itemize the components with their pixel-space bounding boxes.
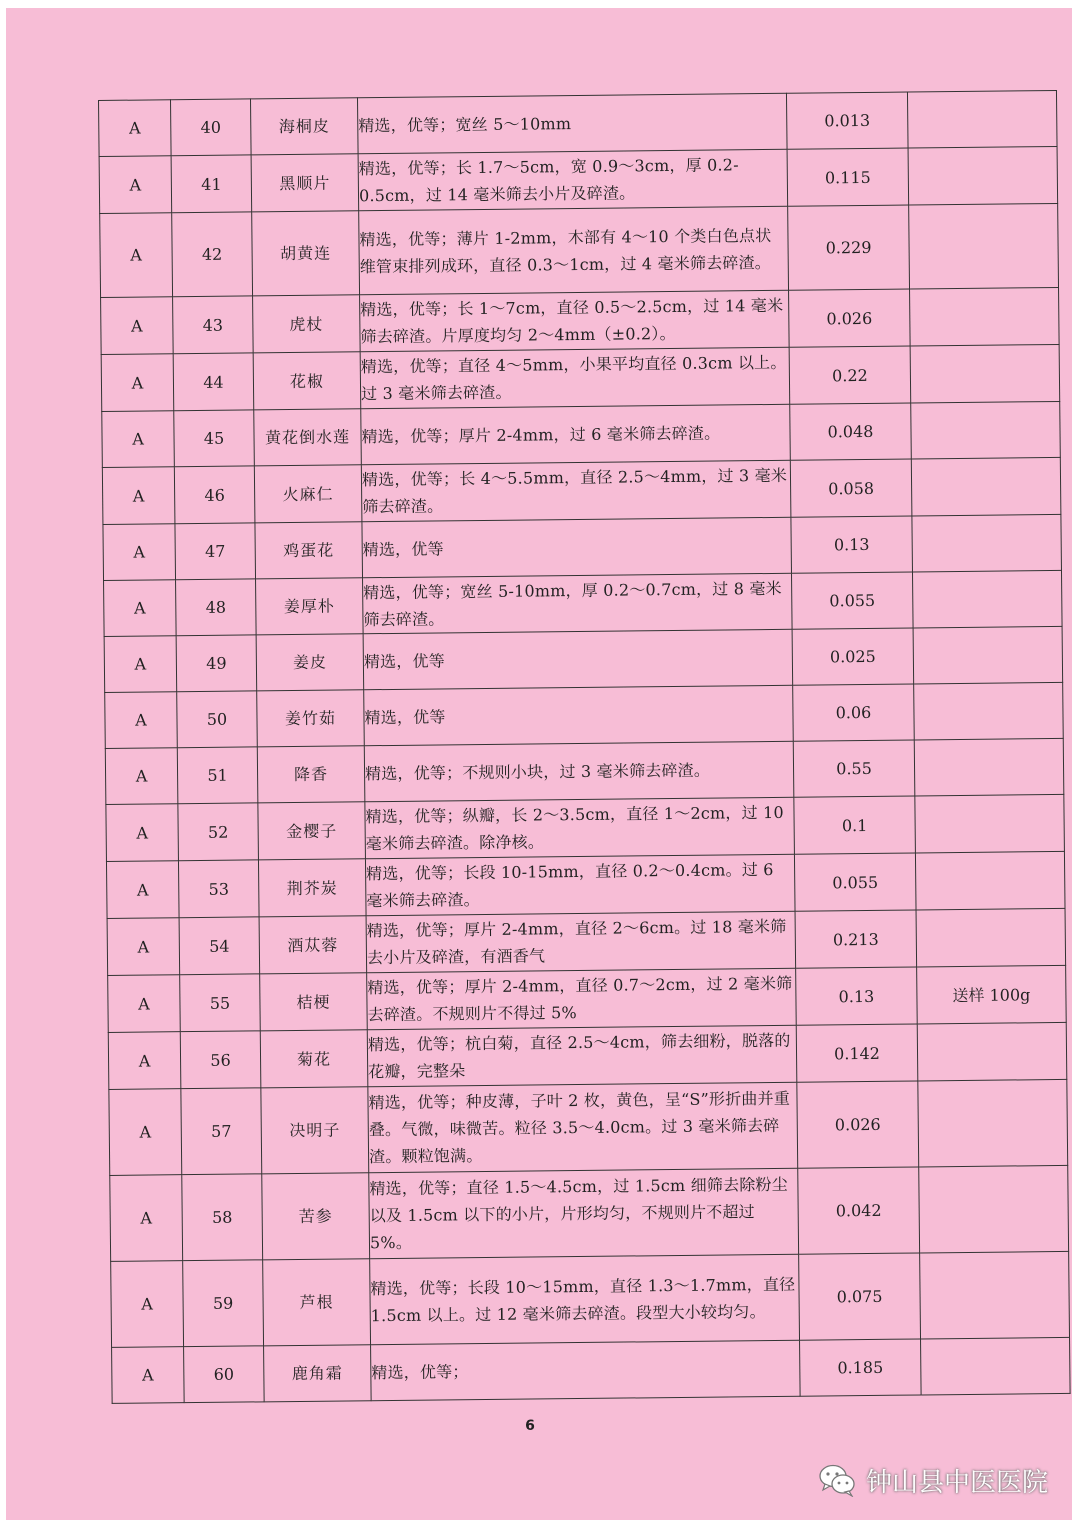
herb-name-cell: 酒苁蓉 (259, 916, 367, 974)
table-row (103, 514, 1062, 580)
amount-cell: 0.06 (793, 684, 915, 741)
table-row (99, 146, 1058, 213)
number-cell: 53 (178, 860, 259, 918)
grade-cell: A (111, 1261, 184, 1348)
herb-name-cell: 苦参 (262, 1173, 370, 1260)
table-row (101, 344, 1060, 411)
table-row (99, 90, 1058, 156)
herb-name-cell: 菊花 (260, 1030, 368, 1088)
table-row (110, 1165, 1069, 1261)
number-cell: 50 (177, 691, 258, 748)
spec-cell: 精选，优等； (371, 1340, 801, 1400)
amount-cell: 0.026 (789, 289, 911, 347)
table-row (111, 1251, 1070, 1347)
note-cell (915, 851, 1065, 910)
spec-cell: 精选，优等；厚片 2-4mm，直径 0.7～2cm，过 2 毫米筛去碎渣。不规则片不得过 5% (367, 968, 797, 1029)
note-cell: 送样 100g (917, 965, 1067, 1024)
number-cell: 55 (180, 974, 261, 1032)
herb-name-cell: 胡黄连 (252, 211, 360, 296)
table-row (106, 794, 1065, 861)
herb-name-cell: 荆芥炭 (258, 859, 366, 917)
note-cell (910, 287, 1060, 346)
note-cell (914, 738, 1064, 796)
spec-cell: 精选，优等 (364, 685, 794, 745)
table-row (112, 1337, 1071, 1403)
table-row (109, 1079, 1068, 1175)
number-cell: 40 (171, 99, 252, 156)
grade-cell: A (100, 213, 173, 298)
herb-name-cell: 桔梗 (260, 973, 368, 1031)
spec-cell: 精选，优等；薄片 1-2mm，木部有 4～10 个类白色点状维管束排列成环，直径 0.3～1cm，过 4 毫米筛去碎渣。 (359, 206, 789, 294)
number-cell: 59 (183, 1260, 264, 1347)
herb-name-cell: 鸡蛋花 (255, 522, 363, 579)
amount-cell: 0.058 (790, 459, 912, 517)
table-row (107, 908, 1066, 975)
wechat-icon (818, 1463, 856, 1497)
spec-cell: 精选，优等；厚片 2-4mm，直径 2～6cm。过 18 毫米筛去小片及碎渣，有酒香气 (366, 911, 796, 972)
note-cell (907, 90, 1057, 148)
note-cell (913, 626, 1063, 684)
table-row (108, 1022, 1067, 1089)
amount-cell: 0.142 (796, 1024, 918, 1082)
note-cell (911, 401, 1061, 459)
watermark (818, 1460, 1048, 1500)
grade-cell: A (105, 692, 178, 749)
grade-cell: A (102, 411, 175, 468)
amount-cell: 0.1 (794, 796, 916, 854)
grade-cell: A (102, 467, 175, 525)
note-cell (909, 203, 1059, 289)
amount-cell: 0.115 (787, 148, 909, 206)
spec-cell: 精选，优等；厚片 2-4mm，过 6 毫米筛去碎渣。 (361, 404, 791, 464)
spec-cell: 精选，优等；纵瓣，长 2～3.5cm，直径 1～2cm，过 10 毫米筛去碎渣。除净核。 (365, 797, 795, 858)
herb-name-cell: 黄花倒水莲 (254, 409, 362, 466)
table-row (106, 851, 1065, 918)
note-cell (917, 1022, 1067, 1081)
grade-cell: A (99, 156, 172, 214)
number-cell: 43 (173, 296, 254, 354)
number-cell: 54 (179, 917, 260, 975)
table-body (99, 90, 1071, 1403)
spec-cell: 精选，优等；直径 4～5mm，小果平均直径 0.3cm 以上。过 3 毫米筛去碎渣。 (360, 347, 790, 408)
amount-cell: 0.185 (800, 1339, 922, 1396)
spec-cell: 精选，优等；长段 10-15mm，直径 0.2～0.4cm。过 6 毫米筛去碎渣。 (365, 854, 795, 915)
table-row (105, 738, 1064, 804)
amount-cell: 0.13 (791, 516, 913, 573)
spec-cell: 精选，优等；长段 10～15mm，直径 1.3～1.7mm，直径 1.5cm 以上。过 12 毫米筛去碎渣。段型大小较均匀。 (370, 1254, 800, 1344)
amount-cell: 0.048 (790, 403, 912, 460)
herb-name-cell: 姜竹茹 (257, 690, 365, 747)
grade-cell: A (106, 804, 179, 862)
amount-cell: 0.055 (791, 572, 913, 629)
note-cell (912, 514, 1062, 572)
herb-name-cell: 海桐皮 (250, 98, 358, 155)
amount-cell: 0.55 (793, 740, 915, 797)
herb-name-cell: 姜厚朴 (256, 578, 364, 635)
number-cell: 60 (184, 1346, 265, 1403)
herb-name-cell: 降香 (257, 746, 365, 803)
note-cell (912, 570, 1062, 628)
herb-name-cell: 花椒 (253, 352, 361, 410)
grade-cell: A (108, 1032, 181, 1090)
herb-spec-table (98, 90, 1071, 1404)
grade-cell: A (104, 580, 177, 637)
note-cell (918, 1079, 1068, 1167)
herb-name-cell: 虎杖 (253, 295, 361, 353)
table-row (104, 570, 1063, 636)
number-cell: 57 (181, 1088, 262, 1175)
page-number: 6 (525, 1418, 535, 1434)
amount-cell: 0.229 (788, 205, 910, 290)
herb-name-cell: 火麻仁 (254, 465, 362, 523)
number-cell: 56 (180, 1031, 261, 1089)
note-cell (915, 794, 1065, 853)
amount-cell: 0.025 (792, 628, 914, 685)
herb-name-cell: 鹿角霜 (264, 1345, 372, 1402)
number-cell: 44 (173, 353, 254, 411)
amount-cell: 0.055 (794, 853, 916, 911)
amount-cell: 0.22 (789, 346, 911, 404)
grade-cell: A (112, 1347, 185, 1404)
spec-cell: 精选，优等；宽丝 5-10mm，厚 0.2～0.7cm，过 8 毫米筛去碎渣。 (363, 573, 793, 633)
grade-cell: A (101, 354, 174, 412)
grade-cell: A (107, 918, 180, 976)
grade-cell: A (101, 297, 174, 355)
amount-cell: 0.075 (799, 1253, 921, 1340)
spec-cell: 精选，优等；直径 1.5～4.5cm，过 1.5cm 细筛去除粉尘以及 1.5cm 以下的小片，片形均匀，不规则片不超过 5%。 (369, 1168, 799, 1258)
spec-cell: 精选，优等；杭白菊，直径 2.5～4cm，筛去细粉，脱落的花瓣，完整朵 (367, 1025, 797, 1086)
note-cell (921, 1337, 1071, 1395)
note-cell (910, 344, 1060, 403)
spec-cell: 精选，优等 (363, 629, 793, 689)
amount-cell: 0.13 (796, 967, 918, 1025)
grade-cell: A (106, 861, 179, 919)
spec-cell: 精选，优等；不规则小块，过 3 毫米筛去碎渣。 (364, 741, 794, 801)
grade-cell: A (104, 636, 177, 693)
spec-cell: 精选，优等；长 1～7cm，直径 0.5～2.5cm，过 14 毫米筛去碎渣。片厚度均匀 2～4mm（±0.2）。 (360, 290, 790, 351)
grade-cell: A (103, 524, 176, 581)
note-cell (914, 682, 1064, 740)
note-cell (919, 1165, 1069, 1253)
note-cell (916, 908, 1066, 967)
herb-name-cell: 金樱子 (258, 802, 366, 860)
number-cell: 49 (176, 635, 257, 692)
number-cell: 42 (172, 212, 253, 297)
number-cell: 47 (175, 523, 256, 580)
number-cell: 46 (174, 466, 255, 524)
table-row (101, 287, 1060, 354)
number-cell: 41 (171, 155, 252, 213)
note-cell (920, 1251, 1070, 1339)
amount-cell: 0.213 (795, 910, 917, 968)
number-cell: 51 (177, 747, 258, 804)
number-cell: 45 (174, 410, 255, 467)
number-cell: 52 (178, 803, 259, 861)
amount-cell: 0.026 (797, 1081, 919, 1168)
table-row (102, 457, 1061, 524)
grade-cell: A (109, 1089, 182, 1176)
spec-cell: 精选，优等；长 1.7～5cm，宽 0.9～3cm，厚 0.2-0.5cm，过 14 毫米筛去小片及碎渣。 (358, 149, 788, 210)
table-row (104, 626, 1063, 692)
herb-name-cell: 芦根 (263, 1259, 371, 1346)
herb-name-cell: 姜皮 (256, 634, 364, 691)
table-row (102, 401, 1061, 467)
number-cell: 48 (176, 579, 257, 636)
grade-cell: A (110, 1175, 183, 1262)
amount-cell: 0.042 (798, 1167, 920, 1254)
amount-cell: 0.013 (786, 92, 908, 149)
herb-name-cell: 决明子 (261, 1087, 369, 1174)
spec-cell: 精选，优等；宽丝 5～10mm (357, 93, 787, 153)
herb-name-cell: 黑顺片 (251, 154, 359, 212)
spec-cell: 精选，优等；长 4～5.5mm，直径 2.5～4mm，过 3 毫米筛去碎渣。 (361, 460, 791, 521)
table-row (108, 965, 1067, 1032)
watermark-text: 钟山县中医医院 (866, 1467, 1049, 1498)
number-cell: 58 (182, 1174, 263, 1261)
spec-cell: 精选，优等 (362, 517, 792, 577)
note-cell (908, 146, 1058, 205)
grade-cell: A (108, 975, 181, 1033)
table-row (100, 203, 1059, 297)
grade-cell: A (105, 748, 178, 805)
grade-cell: A (99, 100, 172, 157)
note-cell (911, 457, 1061, 516)
table-row (105, 682, 1064, 748)
spec-cell: 精选，优等；种皮薄，子叶 2 枚，黄色，呈“S”形折曲并重叠。气微，味微苦。粒径 3.5～4.0cm。过 3 毫米筛去碎渣。颗粒饱满。 (368, 1082, 798, 1172)
